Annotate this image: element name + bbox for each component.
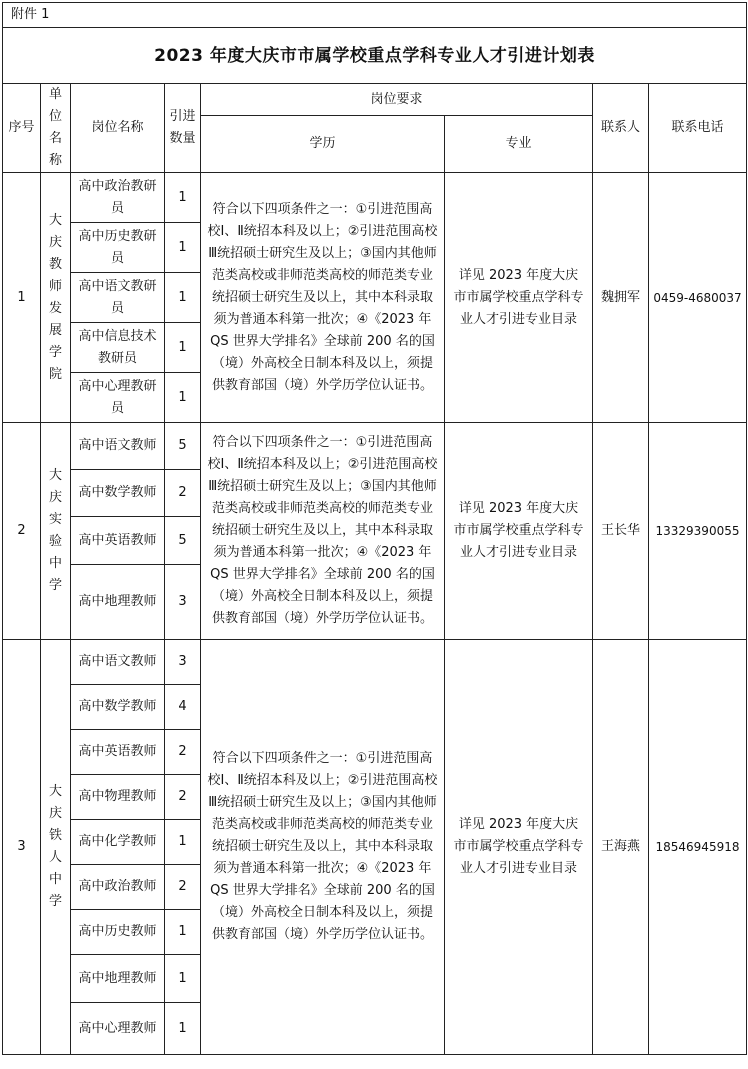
recruitment-plan-table xyxy=(2,2,747,1055)
major-requirement-cell: 详见 2023 年度大庆市市属学校重点学科专业人才引进专业目录 xyxy=(445,640,593,1055)
quota-cell: 1 xyxy=(165,323,201,373)
unit-cell: 大庆实验中学 xyxy=(41,423,71,640)
phone-cell: 18546945918 xyxy=(649,640,747,1055)
quota-cell: 1 xyxy=(165,820,201,865)
quota-cell: 2 xyxy=(165,865,201,910)
position-name-cell: 高中地理教师 xyxy=(71,565,165,640)
major-requirement-cell: 详见 2023 年度大庆市市属学校重点学科专业人才引进专业目录 xyxy=(445,173,593,423)
position-name-cell: 高中数学教师 xyxy=(71,685,165,730)
table-row xyxy=(3,423,747,470)
quota-cell: 1 xyxy=(165,273,201,323)
quota-cell: 3 xyxy=(165,565,201,640)
education-requirement-cell: 符合以下四项条件之一：①引进范围高校Ⅰ、Ⅱ统招本科及以上；②引进范围高校Ⅲ统招硕士研究生及以上；③国内其他师范类高校或非师范类高校的师范类专业统招硕士研究生及以上，其中本科录取须为普通本科第一批次；④《2023 年 QS 世界大学排名》全球前 200 名的国（境）外高校全日制本科及以上，须提供教育部国（境）外学历学位认证书。 xyxy=(201,423,445,640)
quota-cell: 1 xyxy=(165,1003,201,1055)
quota-cell: 1 xyxy=(165,223,201,273)
position-name-cell: 高中心理教师 xyxy=(71,1003,165,1055)
position-name-cell: 高中语文教研员 xyxy=(71,273,165,323)
position-name-cell: 高中化学教师 xyxy=(71,820,165,865)
quota-cell: 2 xyxy=(165,775,201,820)
quota-cell: 5 xyxy=(165,423,201,470)
position-name-cell: 高中数学教师 xyxy=(71,470,165,517)
header-contact: 联系人 xyxy=(593,84,649,173)
quota-cell: 1 xyxy=(165,955,201,1003)
position-name-cell: 高中语文教师 xyxy=(71,640,165,685)
header-major: 专业 xyxy=(445,116,593,173)
header-requirements: 岗位要求 xyxy=(201,84,593,116)
quota-cell: 1 xyxy=(165,373,201,423)
quota-cell: 1 xyxy=(165,910,201,955)
phone-cell: 0459-4680037 xyxy=(649,173,747,423)
position-name-cell: 高中政治教研员 xyxy=(71,173,165,223)
education-requirement-cell: 符合以下四项条件之一：①引进范围高校Ⅰ、Ⅱ统招本科及以上；②引进范围高校Ⅲ统招硕士研究生及以上；③国内其他师范类高校或非师范类高校的师范类专业统招硕士研究生及以上，其中本科录取须为普通本科第一批次；④《2023 年 QS 世界大学排名》全球前 200 名的国（境）外高校全日制本科及以上，须提供教育部国（境）外学历学位认证书。 xyxy=(201,173,445,423)
position-name-cell: 高中历史教师 xyxy=(71,910,165,955)
major-requirement-cell: 详见 2023 年度大庆市市属学校重点学科专业人才引进专业目录 xyxy=(445,423,593,640)
header-position: 岗位名称 xyxy=(71,84,165,173)
position-name-cell: 高中物理教师 xyxy=(71,775,165,820)
quota-cell: 3 xyxy=(165,640,201,685)
unit-cell: 大庆铁人中学 xyxy=(41,640,71,1055)
seq-cell: 3 xyxy=(3,640,41,1055)
table-row xyxy=(3,173,747,223)
contact-cell: 王长华 xyxy=(593,423,649,640)
contact-cell: 魏拥军 xyxy=(593,173,649,423)
seq-cell: 1 xyxy=(3,173,41,423)
position-name-cell: 高中政治教师 xyxy=(71,865,165,910)
unit-cell: 大庆教师发展学院 xyxy=(41,173,71,423)
position-name-cell: 高中语文教师 xyxy=(71,423,165,470)
table-row xyxy=(3,640,747,685)
seq-cell: 2 xyxy=(3,423,41,640)
quota-cell: 1 xyxy=(165,173,201,223)
quota-cell: 5 xyxy=(165,517,201,565)
contact-cell: 王海燕 xyxy=(593,640,649,1055)
position-name-cell: 高中英语教师 xyxy=(71,730,165,775)
header-quota: 引进数量 xyxy=(165,84,201,173)
table-title: 2023 年度大庆市市属学校重点学科专业人才引进计划表 xyxy=(3,28,747,84)
header-education: 学历 xyxy=(201,116,445,173)
quota-cell: 2 xyxy=(165,730,201,775)
position-name-cell: 高中历史教研员 xyxy=(71,223,165,273)
quota-cell: 4 xyxy=(165,685,201,730)
header-unit: 单位名称 xyxy=(41,84,71,173)
header-seq: 序号 xyxy=(3,84,41,173)
phone-cell: 13329390055 xyxy=(649,423,747,640)
quota-cell: 2 xyxy=(165,470,201,517)
position-name-cell: 高中英语教师 xyxy=(71,517,165,565)
header-phone: 联系电话 xyxy=(649,84,747,173)
education-requirement-cell: 符合以下四项条件之一：①引进范围高校Ⅰ、Ⅱ统招本科及以上；②引进范围高校Ⅲ统招硕士研究生及以上；③国内其他师范类高校或非师范类高校的师范类专业统招硕士研究生及以上，其中本科录取须为普通本科第一批次；④《2023 年 QS 世界大学排名》全球前 200 名的国（境）外高校全日制本科及以上，须提供教育部国（境）外学历学位认证书。 xyxy=(201,640,445,1055)
position-name-cell: 高中信息技术教研员 xyxy=(71,323,165,373)
position-name-cell: 高中地理教师 xyxy=(71,955,165,1003)
position-name-cell: 高中心理教研员 xyxy=(71,373,165,423)
annex-label: 附件 1 xyxy=(3,3,747,28)
